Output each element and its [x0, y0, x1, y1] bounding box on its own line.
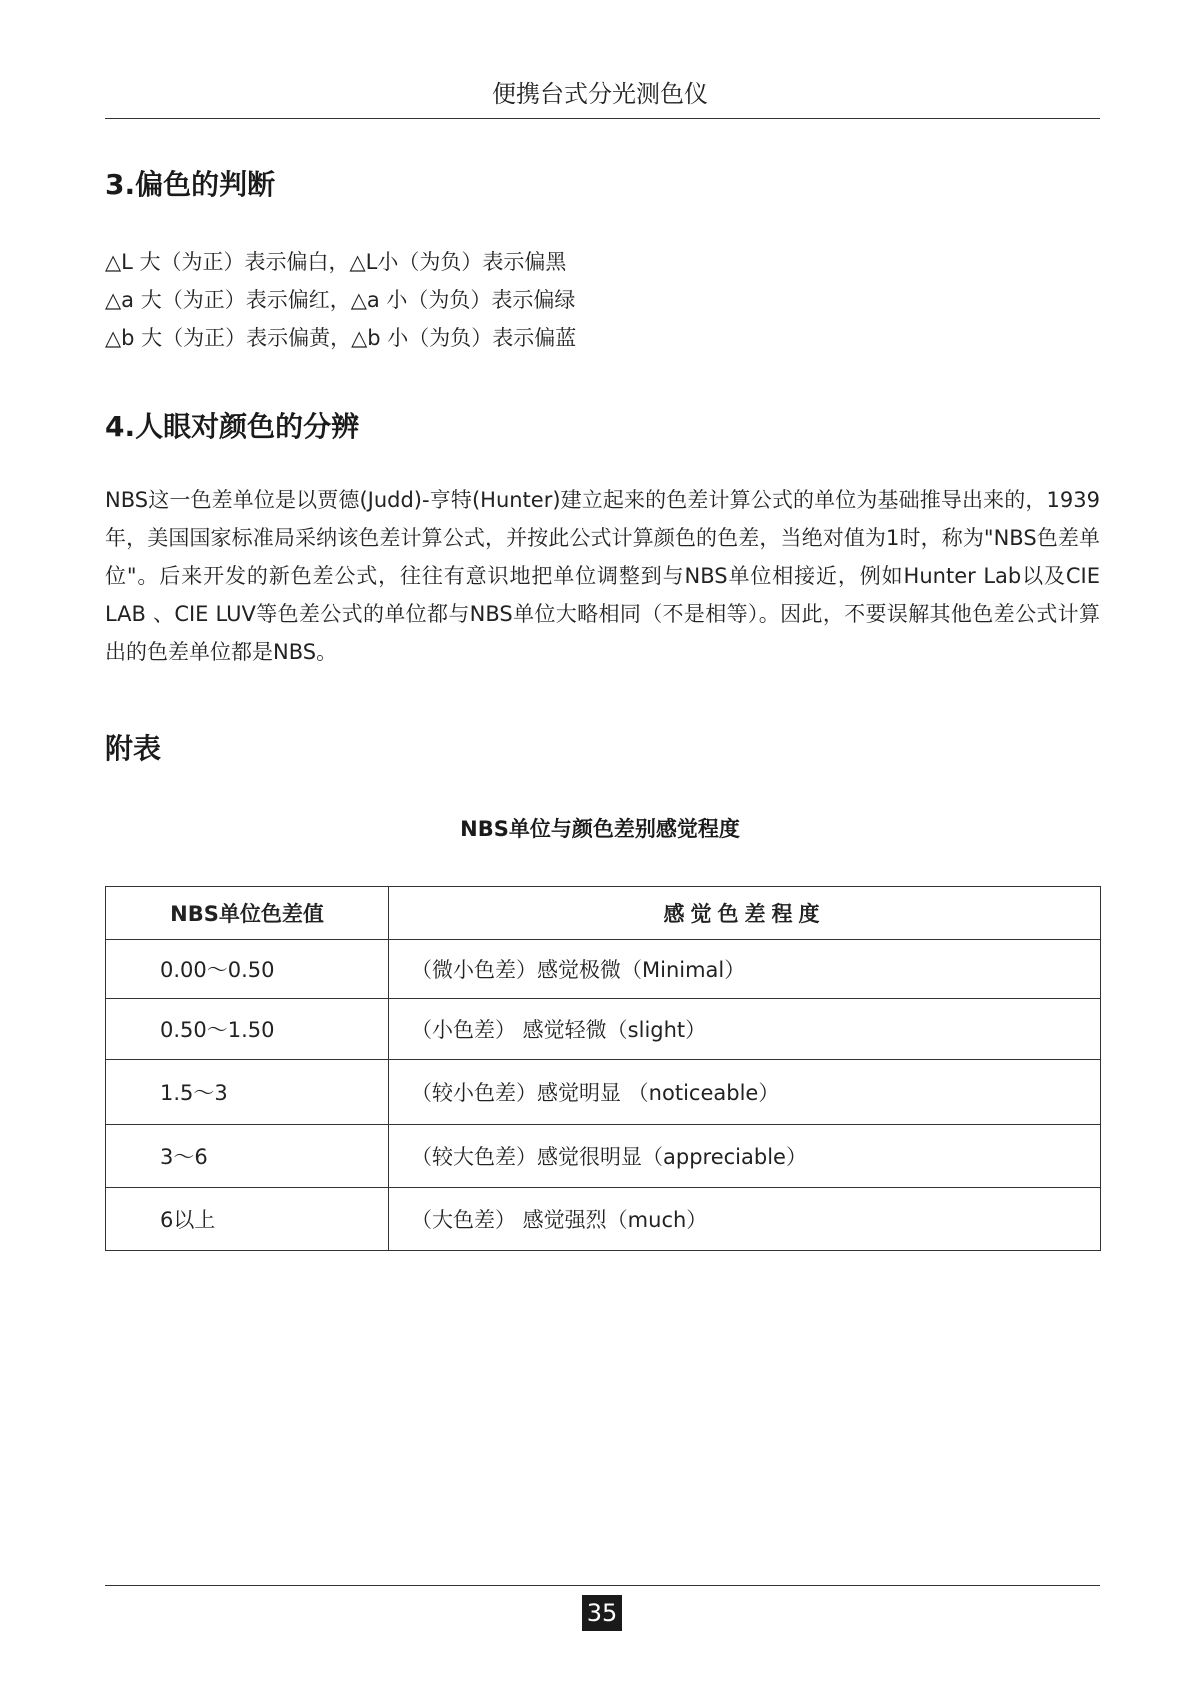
nbs-value-cell: 3～6	[106, 1125, 389, 1188]
table-header-row	[106, 887, 1101, 940]
perception-cell: （较小色差）感觉明显 （noticeable）	[389, 1060, 1101, 1125]
perception-cell: （微小色差）感觉极微（Minimal）	[389, 940, 1101, 999]
perception-cell: （小色差） 感觉轻微（slight）	[389, 999, 1101, 1060]
nbs-table	[105, 886, 1101, 1251]
table-row	[106, 1125, 1101, 1188]
header-rule	[105, 118, 1100, 119]
nbs-value-cell: 6以上	[106, 1188, 389, 1251]
nbs-paragraph: NBS这一色差单位是以贾德(Judd)-亨特(Hunter)建立起来的色差计算公式的单位为基础推导出来的，1939年，美国国家标准局采纳该色差计算公式，并按此公式计算颜色的色差，当绝对值为1时，称为"NBS色差单位"。后来开发的新色差公式，往往有意识地把单位调整到与NBS单位相接近，例如Hunter Lab以及CIE LAB 、CIE LUV等色差公式的单位都与NBS单位大略相同（不是相等）。因此，不要误解其他色差公式计算出的色差单位都是NBS。	[105, 488, 1100, 664]
color-cast-line-b: △b 大（为正）表示偏黄，△b 小（为负）表示偏蓝	[105, 326, 577, 350]
nbs-value-cell: 0.00～0.50	[106, 940, 389, 999]
section-3-heading: 3.偏色的判断	[105, 168, 276, 201]
footer-rule	[105, 1585, 1100, 1586]
table-row	[106, 1060, 1101, 1125]
running-header: 便携台式分光测色仪	[492, 80, 708, 108]
color-cast-line-a: △a 大（为正）表示偏红，△a 小（为负）表示偏绿	[105, 288, 576, 312]
appendix-heading: 附表	[105, 732, 162, 765]
nbs-value-cell: 0.50～1.50	[106, 999, 389, 1060]
table-row	[106, 940, 1101, 999]
nbs-value-cell: 1.5～3	[106, 1060, 389, 1125]
color-cast-list	[105, 243, 576, 357]
column-header-perception: 感觉色差程度	[389, 887, 1101, 940]
perception-cell: （较大色差）感觉很明显（appreciable）	[389, 1125, 1101, 1188]
section-4-heading: 4.人眼对颜色的分辨	[105, 410, 360, 443]
perception-cell: （大色差） 感觉强烈（much）	[389, 1188, 1101, 1251]
table-row	[106, 999, 1101, 1060]
column-header-nbs-value: NBS单位色差值	[106, 887, 389, 940]
table-title: NBS单位与颜色差别感觉程度	[460, 817, 740, 841]
table-row	[106, 1188, 1101, 1251]
page-number: 35	[582, 1595, 622, 1631]
color-cast-line-l: △L 大（为正）表示偏白，△L小（为负）表示偏黑	[105, 250, 567, 274]
